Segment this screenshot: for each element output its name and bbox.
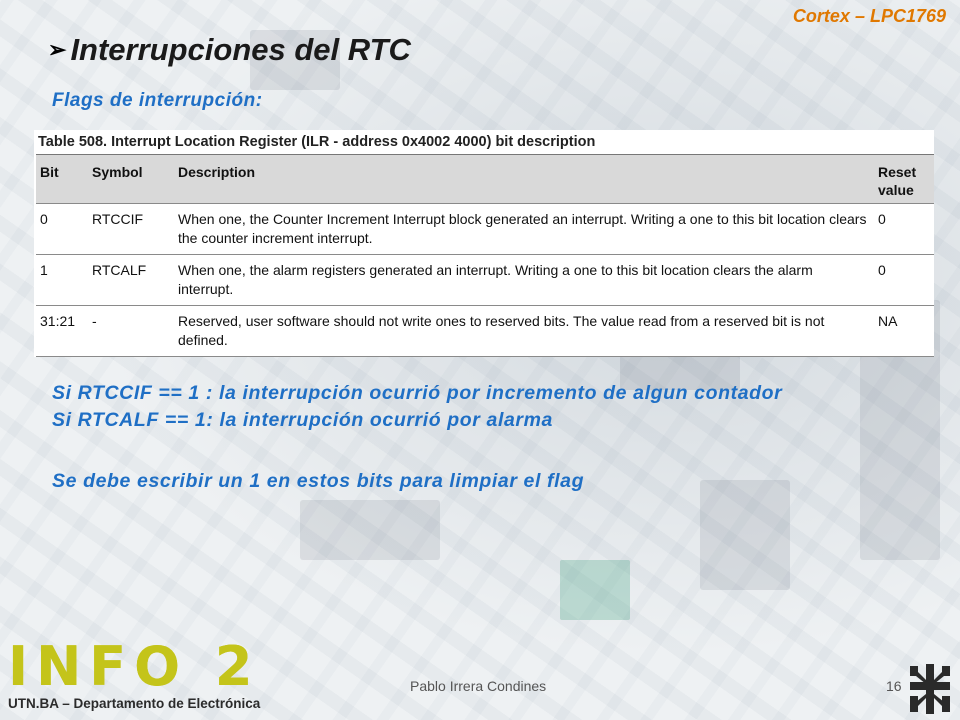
footer-author: Pablo Irrera Condines xyxy=(410,678,547,694)
note-clear-flag: Se debe escribir un 1 en estos bits para limpiar el flag xyxy=(52,470,585,492)
table-header-row xyxy=(36,155,934,204)
column-header-reset-value: Reset value xyxy=(874,155,934,204)
bit-description-table xyxy=(36,154,934,357)
cell-description: When one, the alarm registers generated an interrupt. Writing a one to this bit location clears the alarm interrupt. xyxy=(174,255,874,306)
utn-emblem-icon xyxy=(906,662,954,716)
slide-title-text: Interrupciones del RTC xyxy=(70,32,411,67)
column-header-symbol: Symbol xyxy=(88,155,174,204)
cell-bit: 31:21 xyxy=(36,306,88,357)
cell-bit: 1 xyxy=(36,255,88,306)
column-header-bit: Bit xyxy=(36,155,88,204)
page-number: 16 xyxy=(886,678,902,694)
note-rtcalf: Si RTCALF == 1: la interrupción ocurrió por alarma xyxy=(52,409,553,431)
cell-symbol: RTCCIF xyxy=(88,204,174,255)
info2-logo xyxy=(8,635,261,711)
cell-reset-value: 0 xyxy=(874,255,934,306)
cell-reset-value: NA xyxy=(874,306,934,357)
notes-block xyxy=(52,380,782,495)
table-row xyxy=(36,306,934,357)
cell-symbol: - xyxy=(88,306,174,357)
note-rtccif: Si RTCCIF == 1 : la interrupción ocurrió por incremento de algun contador xyxy=(52,382,783,404)
cell-bit: 0 xyxy=(36,204,88,255)
table-caption: Table 508. Interrupt Location Register (ILR - address 0x4002 4000) bit description xyxy=(38,134,596,150)
ilr-register-table xyxy=(34,130,934,357)
cell-description: Reserved, user software should not write ones to reserved bits. The value read from a reserved bit is not defined. xyxy=(174,306,874,357)
column-header-description: Description xyxy=(174,155,874,204)
bullet-arrow-icon: ➢ xyxy=(48,37,67,62)
subtitle: Flags de interrupción: xyxy=(52,90,263,111)
cell-symbol: RTCALF xyxy=(88,255,174,306)
department-label: UTN.BA – Departamento de Electrónica xyxy=(8,696,261,711)
table-row xyxy=(36,204,934,255)
slide-title xyxy=(48,32,411,68)
cell-description: When one, the Counter Increment Interrupt block generated an interrupt. Writing a one to this bit location clears the counter increment interrupt. xyxy=(174,204,874,255)
info2-logo-text: INFO 2 xyxy=(8,635,261,698)
cell-reset-value: 0 xyxy=(874,204,934,255)
table-row xyxy=(36,255,934,306)
course-title: Cortex – LPC1769 xyxy=(792,6,946,26)
